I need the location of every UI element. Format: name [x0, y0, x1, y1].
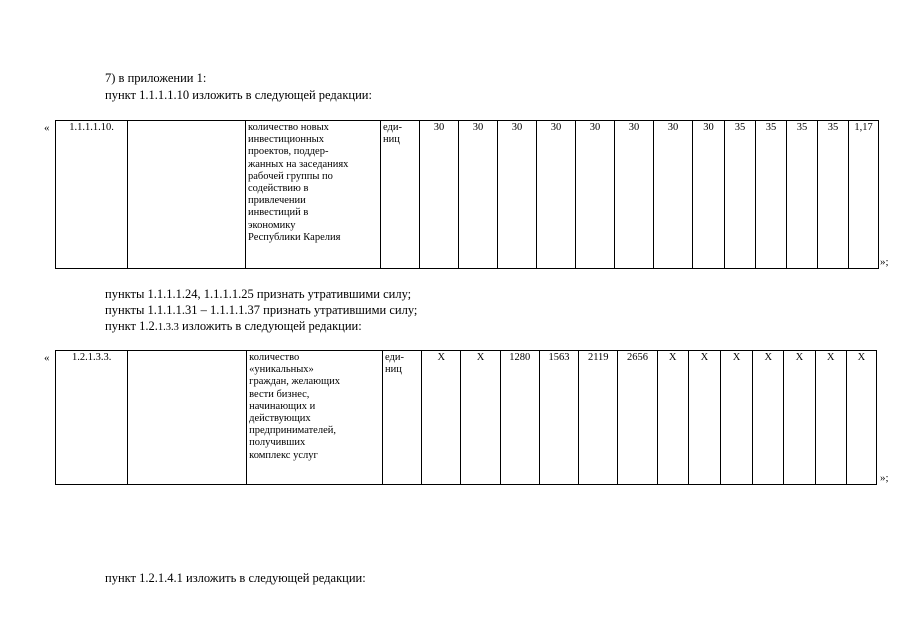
value-cell: 35 [787, 121, 818, 269]
value-cell: 30 [498, 121, 537, 269]
bottom-line-1: пункт 1.2.1.4.1 изложить в следующей редакции: [105, 571, 366, 585]
table2-code-cell: 1.2.1.3.3. [56, 351, 128, 485]
middle-line-1: пункты 1.1.1.1.24, 1.1.1.1.25 признать утратившими силу; [105, 287, 412, 301]
table2-open-quote: « [44, 352, 50, 364]
desc-line: инвестиций в [248, 207, 309, 219]
desc-line: Республики Карелия [248, 231, 341, 243]
table1-name-cell [128, 121, 246, 269]
value-cell: 30 [459, 121, 498, 269]
middle-line-3-part-a: пункт 1.2. [105, 319, 158, 333]
desc-line: граждан, желающих [249, 376, 340, 388]
table1-close-quote: »; [880, 256, 889, 268]
value-cell: 35 [818, 121, 849, 269]
table1 [55, 120, 879, 269]
value-cell: 30 [654, 121, 693, 269]
value-cell: X [720, 351, 752, 485]
unit-line: ниц [384, 364, 402, 376]
table1-desc-cell [246, 121, 381, 269]
middle-line-2: пункты 1.1.1.1.31 – 1.1.1.1.37 признать утратившими силу; [105, 303, 418, 317]
desc-line: предпринимателей, [249, 425, 336, 437]
table1-unit-cell [381, 121, 420, 269]
desc-line: привлечении [248, 195, 306, 207]
value-cell: 30 [537, 121, 576, 269]
desc-line: рабочей группы по [248, 170, 333, 182]
table2-name-cell [128, 351, 247, 485]
desc-line: действующих [249, 413, 311, 425]
middle-line-3-part-b: 1.3.3 [157, 322, 179, 333]
table-row [56, 351, 877, 485]
table2 [55, 350, 877, 485]
desc-line: содействию в [248, 183, 309, 195]
value-cell: 1,17 [849, 121, 879, 269]
desc-line: «уникальных» [249, 364, 314, 376]
table2-close-quote: »; [880, 472, 889, 484]
value-cell: X [846, 351, 876, 485]
desc-line: получивших [249, 437, 306, 449]
value-cell: 2656 [618, 351, 657, 485]
table2-desc-cell [247, 351, 383, 485]
intro-line-1: 7) в приложении 1: [105, 71, 207, 85]
table1-code-cell: 1.1.1.1.10. [56, 121, 128, 269]
value-cell: X [657, 351, 688, 485]
value-cell: X [815, 351, 846, 485]
table2-unit-cell [382, 351, 421, 485]
desc-line: инвестиционных [248, 134, 324, 146]
desc-line: комплекс услуг [249, 449, 318, 461]
middle-line-3-part-c: изложить в следующей редакции: [178, 319, 362, 333]
value-cell: 35 [756, 121, 787, 269]
value-cell: X [422, 351, 461, 485]
value-cell: 35 [725, 121, 756, 269]
table1-open-quote: « [44, 122, 50, 134]
unit-line: еди- [384, 352, 404, 363]
desc-line: количество [249, 352, 300, 363]
desc-line: проектов, поддер- [248, 146, 329, 158]
value-cell: X [688, 351, 720, 485]
value-cell: X [461, 351, 500, 485]
unit-line: ниц [383, 134, 400, 146]
value-cell: 1563 [539, 351, 578, 485]
value-cell: 30 [420, 121, 459, 269]
middle-line-3 [105, 318, 362, 336]
value-cell: 1280 [500, 351, 539, 485]
desc-line: начинающих и [249, 400, 316, 412]
desc-line: жанных на заседаниях [248, 158, 349, 170]
value-cell: X [753, 351, 784, 485]
value-cell: 30 [576, 121, 615, 269]
desc-line: количество новых [248, 122, 329, 133]
value-cell: 30 [693, 121, 725, 269]
table-row [56, 121, 879, 269]
value-cell: 2119 [579, 351, 618, 485]
value-cell: X [784, 351, 815, 485]
intro-line-2: пункт 1.1.1.1.10 изложить в следующей редакции: [105, 88, 372, 102]
desc-line: вести бизнес, [249, 388, 310, 400]
value-cell: 30 [615, 121, 654, 269]
unit-line: еди- [383, 122, 402, 133]
desc-line: экономику [248, 219, 296, 231]
